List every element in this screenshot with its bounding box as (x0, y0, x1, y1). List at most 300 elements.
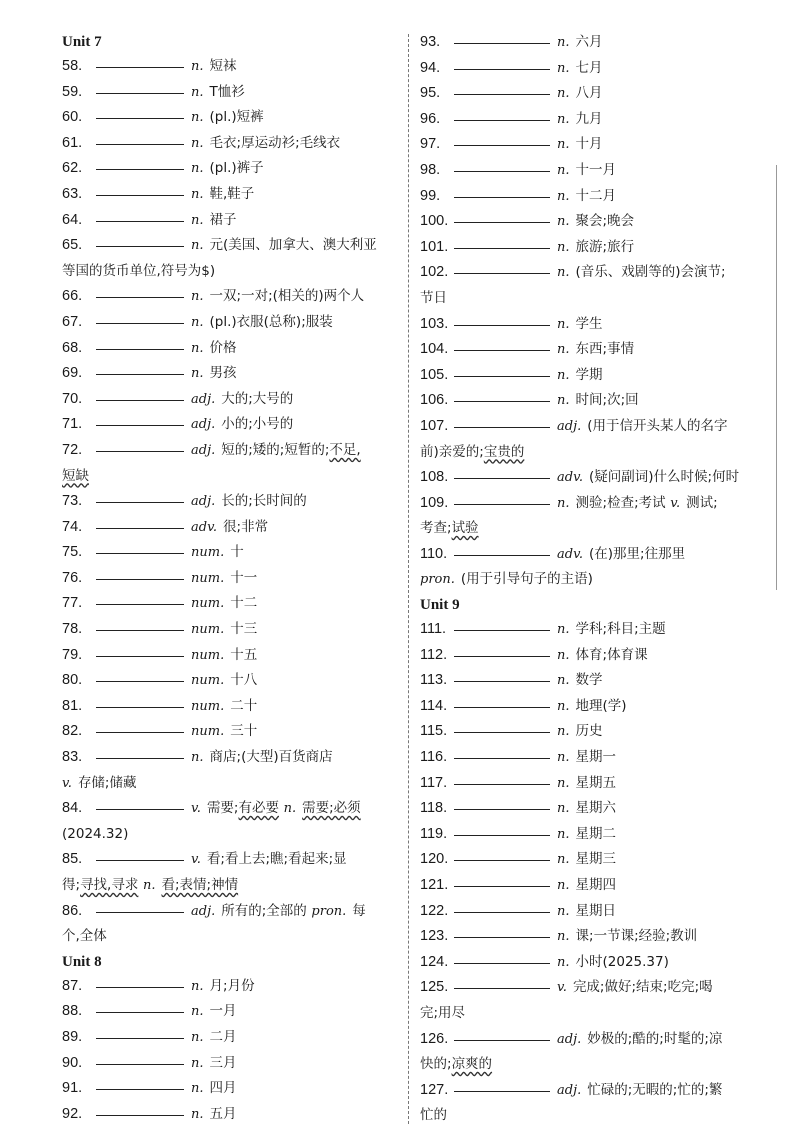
vocab-entry (62, 668, 400, 694)
definition: 短袜 (209, 58, 237, 74)
part-of-speech: n. (191, 1004, 204, 1020)
part-of-speech: n. (557, 316, 570, 332)
part-of-speech: v. (557, 980, 567, 996)
definition: (疑问副词)什么时候;何时 (589, 469, 740, 486)
entry-number: 102. (420, 264, 449, 281)
definition-continuation (62, 924, 400, 950)
definition: 长的;长时间的 (221, 493, 307, 510)
vocab-entry (420, 56, 765, 82)
definition-continuation (62, 822, 400, 848)
definition: 妙极的;酷的;时髦的;凉 (587, 1030, 723, 1047)
answer-blank[interactable] (454, 731, 550, 733)
definition-emphasis: 不足, (329, 441, 361, 458)
entry-number: 125. (420, 979, 449, 996)
part-of-speech: n. (191, 238, 204, 254)
continuation-emphasis: 凉爽的 (451, 1056, 493, 1073)
entry-number: 91. (62, 1080, 83, 1097)
part-of-speech: num. (191, 698, 225, 714)
answer-blank[interactable] (454, 1090, 550, 1092)
vocab-entry (62, 105, 400, 131)
answer-blank[interactable] (96, 680, 184, 682)
vocab-entry (420, 745, 765, 771)
definition: 二十 (230, 697, 258, 714)
answer-blank[interactable] (454, 885, 550, 887)
vocab-entry (62, 847, 400, 898)
column-divider (408, 34, 409, 1124)
part-of-speech: n. (557, 188, 570, 204)
answer-blank[interactable] (454, 987, 550, 989)
part-of-speech: n. (191, 978, 204, 994)
entry-number: 110. (420, 545, 448, 562)
part-of-speech: adv. (557, 546, 584, 562)
entry-number: 112. (420, 646, 448, 663)
part-of-speech: num. (191, 622, 225, 638)
part-of-speech: n. (557, 342, 570, 358)
entry-number: 67. (62, 313, 83, 330)
entry-number: 103. (420, 315, 449, 332)
part-of-speech: n. (557, 724, 570, 740)
continuation-emphasis: 短缺 (62, 467, 89, 484)
part-of-speech: n. (557, 647, 570, 663)
continuation-text: 完;用尽 (420, 1004, 466, 1021)
entry-number: 60. (62, 109, 83, 126)
part-of-speech: n. (191, 289, 204, 305)
definition: 八月 (575, 85, 603, 102)
definition-continuation (420, 1103, 765, 1129)
definition: (用于信开头某人的名字 (587, 417, 728, 434)
unit-8-entries-continued (420, 30, 765, 593)
definition: 小时(2025.37) (575, 953, 669, 970)
answer-blank[interactable] (96, 66, 184, 68)
entry-number: 87. (62, 977, 83, 994)
entry-number: 64. (62, 211, 83, 228)
definition: 星期六 (575, 800, 617, 817)
answer-blank[interactable] (454, 1039, 550, 1041)
definition: T恤衫 (209, 83, 245, 100)
entry-number: 85. (62, 851, 83, 868)
answer-blank[interactable] (96, 859, 184, 861)
part-of-speech: adv. (191, 519, 218, 535)
definition: 九月 (575, 110, 603, 127)
answer-blank[interactable] (96, 757, 184, 759)
answer-blank[interactable] (96, 245, 184, 247)
definition: 十三 (230, 621, 258, 638)
vocab-entry (420, 363, 765, 389)
part-of-speech: n. (191, 1081, 204, 1097)
answer-blank[interactable] (96, 92, 184, 94)
definition: 毛衣;厚运动衫;毛线衣 (209, 134, 341, 151)
vocab-entry (420, 924, 765, 950)
definition: (在)那里;往那里 (589, 545, 686, 562)
continuation-text: 前)亲爱的; (420, 443, 484, 460)
definition: 小的;小号的 (221, 416, 294, 433)
entry-number: 74. (62, 518, 83, 535)
vocab-entry (420, 388, 765, 414)
entry-number: 73. (62, 493, 83, 510)
vocab-entry (420, 184, 765, 210)
entry-number: 105. (420, 366, 449, 383)
definition-continuation (420, 440, 765, 466)
definition: 十 (230, 544, 244, 561)
definition: 学生 (575, 315, 603, 332)
continuation-text: 忙的 (420, 1107, 447, 1124)
continuation-text: 得; (62, 877, 81, 893)
vocab-entry (420, 847, 765, 873)
answer-blank[interactable] (454, 936, 550, 938)
answer-blank[interactable] (454, 554, 550, 556)
answer-blank[interactable] (96, 1114, 184, 1116)
answer-blank[interactable] (96, 501, 184, 503)
continuation-part-of-speech: v. (62, 775, 72, 791)
vocab-entry (62, 80, 400, 106)
vocab-entry (62, 745, 400, 796)
entry-number: 106. (420, 392, 449, 409)
part-of-speech: n. (191, 750, 204, 766)
continuation-part-of-speech: pron. (420, 572, 455, 588)
answer-blank[interactable] (96, 578, 184, 580)
part-of-speech: n. (191, 59, 204, 74)
answer-blank[interactable] (96, 1063, 184, 1065)
definition: 课;一节课;经验;教训 (575, 928, 698, 945)
vocab-entry (62, 899, 400, 950)
definition: 十五 (230, 646, 258, 663)
continuation-emphasis: 寻找,寻求 (80, 877, 139, 893)
definition-secondary: 测试; (686, 494, 718, 511)
definition: 大的;大号的 (221, 390, 294, 407)
entry-number: 89. (62, 1028, 83, 1045)
answer-blank[interactable] (96, 808, 184, 810)
vocab-entry (420, 617, 765, 643)
vocab-entry (62, 131, 400, 157)
answer-blank[interactable] (454, 272, 550, 274)
definition: 七月 (575, 59, 603, 76)
vocab-entry (62, 719, 400, 745)
entry-number: 123. (420, 928, 449, 945)
part-of-speech-secondary: n. (283, 801, 297, 817)
vocab-entry (62, 796, 400, 847)
unit-8-title: Unit 8 (62, 953, 102, 970)
answer-blank[interactable] (454, 911, 550, 913)
part-of-speech: n. (557, 393, 570, 409)
entry-number: 84. (62, 800, 83, 817)
part-of-speech: n. (557, 265, 570, 281)
answer-blank[interactable] (96, 424, 184, 426)
part-of-speech: adj. (191, 494, 216, 510)
answer-blank[interactable] (96, 1037, 184, 1039)
definition: 男孩 (209, 365, 237, 382)
definition: 十八 (230, 672, 258, 689)
entry-number: 70. (62, 390, 83, 407)
answer-blank[interactable] (454, 144, 550, 146)
answer-blank[interactable] (96, 911, 184, 913)
answer-blank[interactable] (454, 247, 550, 249)
answer-blank[interactable] (96, 399, 184, 401)
definition: 看;看上去;瞧;看起来;显 (206, 851, 347, 868)
definition: 十一月 (575, 161, 617, 178)
answer-blank[interactable] (96, 629, 184, 631)
part-of-speech: n. (557, 162, 570, 178)
answer-blank[interactable] (96, 194, 184, 196)
answer-blank[interactable] (454, 757, 550, 759)
answer-blank[interactable] (96, 220, 184, 222)
definition: 地理(学) (575, 697, 627, 714)
entry-number: 124. (420, 953, 449, 970)
answer-blank[interactable] (454, 93, 550, 95)
part-of-speech: n. (191, 186, 204, 202)
definition: 裙子 (209, 211, 237, 228)
vocab-entry (420, 1078, 765, 1129)
part-of-speech: n. (557, 698, 570, 714)
answer-blank[interactable] (454, 962, 550, 964)
definition: 星期三 (575, 851, 617, 868)
definition: 很;非常 (223, 518, 269, 535)
continuation-text: 个,全体 (62, 928, 107, 945)
answer-blank[interactable] (96, 450, 184, 452)
entry-number: 119. (420, 825, 448, 842)
answer-blank[interactable] (96, 986, 184, 988)
definition: 十二 (230, 595, 258, 612)
continuation-emphasis-secondary: 看;表情;神情 (161, 877, 239, 893)
answer-blank[interactable] (454, 859, 550, 861)
entry-number: 107. (420, 417, 449, 434)
entry-number: 94. (420, 59, 441, 76)
definition: 十一 (230, 569, 258, 586)
answer-blank[interactable] (96, 373, 184, 375)
continuation-emphasis: 宝贵的 (483, 443, 525, 460)
definition-emphasis-secondary: 需要;必须 (302, 800, 361, 817)
definition-continuation (420, 516, 765, 542)
answer-blank[interactable] (96, 1011, 184, 1013)
entry-number: 61. (62, 134, 83, 151)
vocab-entry (62, 310, 400, 336)
vocab-entry (420, 260, 765, 311)
part-of-speech: num. (191, 673, 225, 689)
entry-number: 100. (420, 213, 449, 230)
part-of-speech: n. (557, 239, 570, 255)
entry-number: 81. (62, 697, 83, 714)
vocab-entry (62, 412, 400, 438)
answer-blank[interactable] (454, 706, 550, 708)
part-of-speech: num. (191, 647, 225, 663)
answer-blank[interactable] (96, 168, 184, 170)
answer-blank[interactable] (96, 603, 184, 605)
answer-blank[interactable] (454, 426, 550, 428)
answer-blank[interactable] (454, 42, 550, 44)
vocab-entry (420, 107, 765, 133)
answer-blank[interactable] (454, 375, 550, 377)
answer-blank[interactable] (454, 400, 550, 402)
part-of-speech: n. (557, 673, 570, 689)
continuation-text: 等国的货币单位,符号为$) (62, 262, 216, 279)
definition: 五月 (209, 1105, 237, 1122)
part-of-speech: adj. (191, 903, 216, 919)
definition: 星期二 (575, 825, 617, 842)
definition: 三月 (209, 1054, 237, 1071)
continuation-emphasis: 试验 (451, 520, 479, 537)
unit-9-entries (420, 617, 765, 1129)
entry-number: 116. (420, 749, 448, 766)
definition: 二月 (209, 1028, 237, 1045)
vocab-entry (420, 643, 765, 669)
definition-emphasis: 有必要 (238, 800, 279, 817)
definition: 商店;(大型)百货商店 (209, 749, 333, 766)
unit-9-title: Unit 9 (420, 597, 460, 614)
entry-number: 71. (62, 416, 83, 433)
vocab-entry (62, 566, 400, 592)
definition-secondary: 每 (352, 902, 366, 919)
definition-continuation (420, 1052, 765, 1078)
vocab-entry (62, 54, 400, 80)
part-of-speech: n. (191, 366, 204, 382)
answer-blank[interactable] (96, 322, 184, 324)
part-of-speech: adj. (191, 417, 216, 433)
part-of-speech-secondary: pron. (311, 903, 347, 919)
entry-number: 93. (420, 34, 441, 50)
entry-number: 95. (420, 85, 441, 102)
definition: (pl.)短裤 (209, 109, 264, 126)
part-of-speech: n. (557, 954, 570, 970)
entry-number: 101. (420, 238, 449, 255)
part-of-speech: n. (557, 60, 570, 76)
answer-blank[interactable] (96, 1088, 184, 1090)
entry-number: 109. (420, 494, 449, 511)
answer-blank[interactable] (454, 324, 550, 326)
entry-number: 82. (62, 723, 83, 740)
answer-blank[interactable] (454, 119, 550, 121)
vocab-entry (62, 694, 400, 720)
vocab-entry (62, 1076, 400, 1102)
definition: (pl.)裤子 (209, 160, 264, 177)
answer-blank[interactable] (454, 221, 550, 223)
unit-7-title: Unit 7 (62, 34, 102, 50)
entry-number: 117. (420, 774, 448, 791)
answer-blank[interactable] (454, 783, 550, 785)
answer-blank[interactable] (454, 349, 550, 351)
part-of-speech: n. (557, 495, 570, 511)
definition: 历史 (575, 723, 603, 740)
part-of-speech: adv. (557, 470, 584, 486)
definition-continuation (420, 286, 765, 312)
vocab-entry (420, 235, 765, 261)
part-of-speech: n. (191, 1106, 204, 1122)
entry-number: 83. (62, 749, 83, 766)
vocab-entry (420, 491, 765, 542)
part-of-speech: num. (191, 596, 225, 612)
entry-number: 104. (420, 341, 449, 358)
vocab-entry (62, 999, 400, 1025)
answer-blank[interactable] (96, 296, 184, 298)
entry-number: 99. (420, 187, 441, 204)
answer-blank[interactable] (454, 68, 550, 70)
answer-blank[interactable] (96, 706, 184, 708)
vocab-entry (420, 30, 765, 56)
answer-blank[interactable] (454, 655, 550, 657)
definition: 数学 (575, 672, 603, 689)
definition: 学期 (575, 366, 603, 383)
definition: 体育;体育课 (575, 646, 648, 663)
entry-number: 126. (420, 1030, 449, 1047)
entry-number: 115. (420, 723, 448, 740)
entry-number: 96. (420, 110, 441, 127)
unit-8-entries (62, 974, 400, 1128)
vocab-entry (62, 643, 400, 669)
part-of-speech: n. (557, 775, 570, 791)
vocab-entry (62, 182, 400, 208)
definition: 学科;科目;主题 (575, 621, 666, 638)
part-of-speech: adj. (191, 442, 216, 458)
entry-number: 76. (62, 569, 83, 586)
continuation-text: 节日 (420, 289, 447, 306)
definition: 星期四 (575, 877, 617, 893)
part-of-speech: n. (191, 110, 204, 126)
answer-blank[interactable] (454, 834, 550, 836)
answer-blank[interactable] (96, 731, 184, 733)
definition: 六月 (575, 34, 603, 50)
answer-blank[interactable] (96, 117, 184, 119)
answer-blank[interactable] (454, 196, 550, 198)
vocab-entry (62, 336, 400, 362)
part-of-speech: n. (191, 1029, 204, 1045)
answer-blank[interactable] (454, 629, 550, 631)
entry-number: 122. (420, 902, 449, 919)
definition: 旅游;旅行 (575, 238, 635, 255)
part-of-speech: n. (557, 903, 570, 919)
part-of-speech: n. (191, 135, 204, 151)
answer-blank[interactable] (454, 477, 550, 479)
definition: 十月 (575, 136, 603, 153)
vocab-entry (420, 542, 765, 593)
answer-blank[interactable] (96, 143, 184, 145)
definition: 鞋,鞋子 (209, 185, 255, 202)
vocab-entry (420, 771, 765, 797)
part-of-speech: n. (191, 1055, 204, 1071)
vocab-entry (420, 694, 765, 720)
entry-number: 58. (62, 58, 83, 74)
part-of-speech: n. (557, 214, 570, 230)
definition: 三十 (230, 723, 258, 740)
continuation-text: 存储;储藏 (77, 774, 137, 791)
continuation-text: 快的; (420, 1056, 452, 1073)
definition: 元(美国、加拿大、澳大利亚 (209, 237, 377, 254)
answer-blank[interactable] (96, 552, 184, 554)
vocab-entry (62, 617, 400, 643)
answer-blank[interactable] (454, 680, 550, 682)
entry-number: 77. (62, 595, 83, 612)
part-of-speech: n. (557, 35, 570, 50)
definition: 测验;检查;考试 (575, 494, 666, 511)
entry-number: 98. (420, 161, 441, 178)
answer-blank[interactable] (96, 348, 184, 350)
part-of-speech: v. (191, 801, 201, 817)
vocab-entry (62, 540, 400, 566)
answer-blank[interactable] (454, 808, 550, 810)
vocab-entry (62, 284, 400, 310)
part-of-speech: n. (557, 111, 570, 127)
entry-number: 114. (420, 697, 448, 714)
definition: (音乐、戏剧等的)会演节; (575, 264, 726, 281)
answer-blank[interactable] (454, 503, 550, 505)
definition-continuation (62, 259, 400, 285)
continuation-text: (用于引导句子的主语) (460, 571, 593, 588)
part-of-speech: n. (557, 852, 570, 868)
vocab-entry (62, 156, 400, 182)
left-column (62, 30, 400, 1127)
part-of-speech: n. (191, 212, 204, 228)
entry-number: 88. (62, 1003, 83, 1020)
answer-blank[interactable] (96, 655, 184, 657)
answer-blank[interactable] (454, 170, 550, 172)
answer-blank[interactable] (96, 527, 184, 529)
